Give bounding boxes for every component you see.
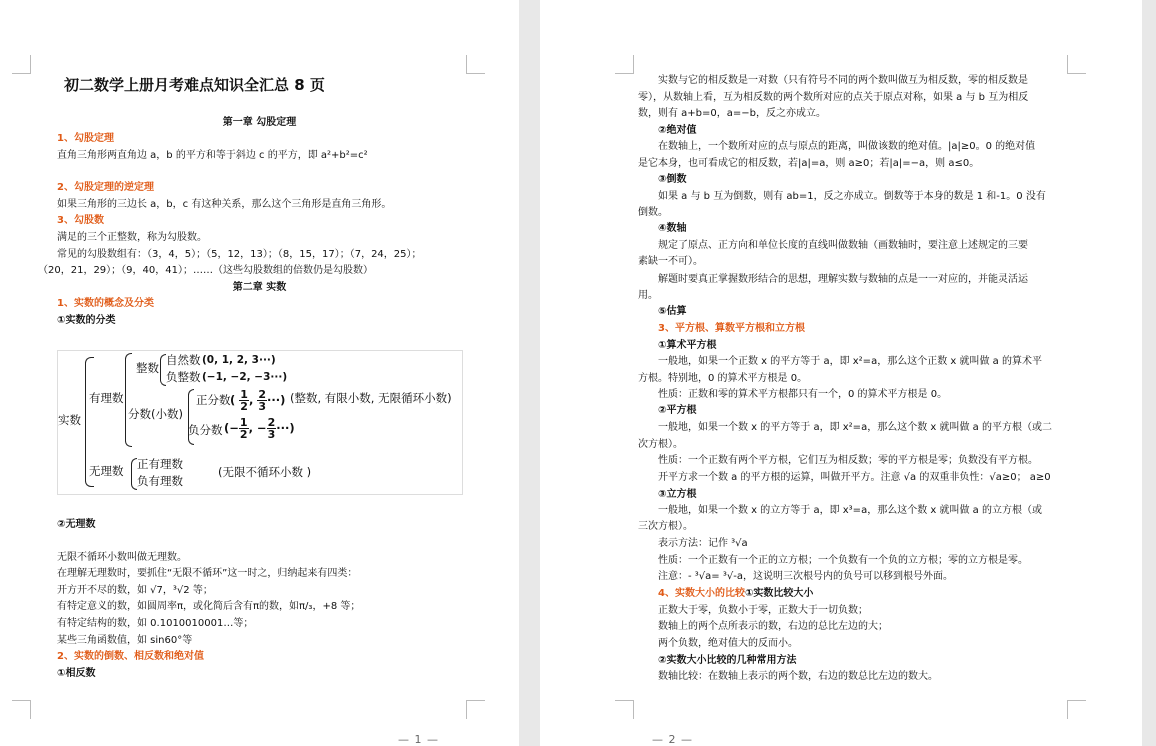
paragraph: 三次方根）。 xyxy=(638,521,693,532)
denominator: 2 xyxy=(239,428,248,441)
paragraph: 如果三角形的三边长 a，b，c 有这种关系，那么这个三角形是直角三角形。 xyxy=(57,199,392,210)
page-number: — 1 — xyxy=(398,733,439,746)
section-heading: 1、实数的概念及分类 xyxy=(57,298,154,309)
fraction-two-thirds xyxy=(267,417,277,440)
paragraph: 数轴比较：在数轴上表示的两个数，右边的数总比左边的数大。 xyxy=(658,671,938,682)
fraction-half xyxy=(239,417,249,440)
paragraph: 次方根）。 xyxy=(638,439,683,450)
chapter-heading: 第二章 实数 xyxy=(232,282,287,293)
diagram-negative-integer-label: 负整数 xyxy=(166,370,201,384)
section-heading: 3、勾股数 xyxy=(57,215,104,226)
ellipsis: ···) xyxy=(276,421,295,435)
numerator: 1 xyxy=(239,416,248,429)
paragraph: 如果 a 与 b 互为倒数，则有 ab=1，反之亦成立。倒数等于本身的数是 1 和-1。0 没有 xyxy=(658,191,1046,202)
paragraph: 是它本身，也可看成它的相反数，若|a|=a，则 a≥0；若|a|=−a，则 a≤0。 xyxy=(638,158,980,169)
paragraph: （20，21，29）；（9，40，41）；……（这些勾股数组的倍数仍是勾股数） xyxy=(38,265,373,276)
diagram-negative-fraction-label: 负分数 xyxy=(188,423,223,437)
paragraph: 一般地，如果一个数 x 的平方等于 a，即 x²=a，那么这个数 x 就叫做 a 的平方根（或二 xyxy=(658,422,1052,433)
ellipsis: ···) xyxy=(266,393,286,407)
paragraph: 性质：一个正数有两个平方根，它们互为相反数；零的平方根是零；负数没有平方根。 xyxy=(658,455,1038,466)
diagram-negative-irrational-label: 负有理数 xyxy=(137,474,183,488)
subsection-heading: ③立方根 xyxy=(658,489,697,500)
section-heading: 2、实数的倒数、相反数和绝对值 xyxy=(57,651,204,662)
crop-mark xyxy=(1067,700,1086,719)
subsection-heading: ②无理数 xyxy=(57,519,96,530)
subsection-heading: ⑤估算 xyxy=(658,306,687,317)
paragraph: 用。 xyxy=(638,290,658,301)
document-page-1 xyxy=(0,0,519,746)
diagram-integer-label: 整数 xyxy=(136,361,159,375)
diagram-irrational-label: 无理数 xyxy=(89,464,124,478)
paragraph: 在理解无理数时，要抓住“无限不循环”这一时之，归纳起来有四类： xyxy=(57,568,358,579)
fraction-half xyxy=(239,389,249,412)
crop-mark xyxy=(12,55,31,74)
diagram-irrational-note: (无限不循环小数 ) xyxy=(218,465,312,479)
subsection-heading: ③倒数 xyxy=(658,174,687,185)
paragraph: 常见的勾股数组有：（3，4，5）；（5，12，13）；（8，15，17）；（7，24，25）； xyxy=(57,249,422,260)
chapter-heading: 第一章 勾股定理 xyxy=(222,117,297,128)
paragraph: 方根。特别地，0 的算术平方根是 0。 xyxy=(638,373,808,384)
crop-mark xyxy=(615,55,634,74)
diagram-negative-fraction-examples xyxy=(224,417,295,440)
page-number: — 2 — xyxy=(652,733,693,746)
diagram-root-label: 实数 xyxy=(58,413,81,427)
diagram-negative-integer-examples: (−1, −2, −3···) xyxy=(202,371,288,383)
paragraph: 在数轴上，一个数所对应的点与原点的距离，叫做该数的绝对值。|a|≥0。0 的绝对值 xyxy=(658,141,1036,152)
crop-mark xyxy=(466,55,485,74)
diagram-positive-fraction-examples: ( $\frac{1}{2}$ , $\frac{2}{3}$ ···) xyxy=(230,388,286,413)
denominator: 3 xyxy=(267,428,276,441)
fraction-two-thirds xyxy=(257,389,267,412)
subsection-heading: ①实数比较大小 xyxy=(744,588,814,599)
crop-mark xyxy=(1067,55,1086,74)
paragraph: 满足的三个正整数，称为勾股数。 xyxy=(57,232,207,243)
subsection-heading: ②绝对值 xyxy=(658,125,697,136)
paragraph: 数轴上的两个点所表示的数，右边的总比左边的大； xyxy=(658,621,888,632)
denominator: 2 xyxy=(240,400,248,413)
section-heading: 1、勾股定理 xyxy=(57,133,114,144)
numerator: 2 xyxy=(267,416,276,429)
subsection-heading: ①实数的分类 xyxy=(57,315,116,326)
paragraph: 直角三角形两直角边 a，b 的平方和等于斜边 c 的平方，即 a²+b²=c² xyxy=(57,150,368,161)
subsection-heading: ②实数大小比较的几种常用方法 xyxy=(658,655,797,666)
diagram-fraction-label: 分数(小数) xyxy=(128,407,183,421)
crop-mark xyxy=(466,700,485,719)
paragraph: 两个负数，绝对值大的反而小。 xyxy=(658,638,798,649)
paragraph: 无限不循环小数叫做无理数。 xyxy=(57,552,187,563)
document-page-2 xyxy=(540,0,1142,746)
numerator: 1 xyxy=(240,388,248,401)
real-number-classification-diagram xyxy=(57,350,463,495)
paragraph: 规定了原点、正方向和单位长度的直线叫做数轴（画数轴时，要注意上述规定的三要 xyxy=(658,240,1028,251)
diagram-natural-examples: (0, 1, 2, 3···) xyxy=(202,354,276,366)
diagram-positive-fraction-label: 正分数 xyxy=(196,393,231,407)
section-heading: 4、实数大小的比较 xyxy=(658,588,745,599)
subsection-heading: ①相反数 xyxy=(57,668,96,679)
numerator: 2 xyxy=(258,388,266,401)
paragraph: 一般地，如果一个数 x 的立方等于 a，即 x³=a，那么这个数 x 就叫做 a 的立方根（或 xyxy=(658,505,1042,516)
paragraph: 零），从数轴上看，互为相反数的两个数所对应的点关于原点对称，如果 a 与 b 互为相反 xyxy=(638,92,1029,103)
denominator: 3 xyxy=(258,400,266,413)
brace-icon xyxy=(125,353,132,447)
subsection-heading: ④数轴 xyxy=(658,223,687,234)
paragraph: 性质：正数和零的算术平方根都只有一个，0 的算术平方根是 0。 xyxy=(658,389,948,400)
paragraph: 开平方求一个数 a 的平方根的运算，叫做开平方。注意 √a 的双重非负性：√a≥0； a≥0 xyxy=(658,472,1051,483)
paragraph: 数，则有 a+b=0，a=−b，反之亦成立。 xyxy=(638,108,827,119)
paragraph: 有特定意义的数，如圆周率π，或化简后含有π的数，如π/₃，+8 等； xyxy=(57,601,361,612)
section-heading-line xyxy=(658,587,813,601)
paragraph: 一般地，如果一个正数 x 的平方等于 a，即 x²=a，那么这个正数 x 就叫做 a 的算术平 xyxy=(658,356,1042,367)
paragraph: 解题时要真正掌握数形结合的思想，理解实数与数轴的点是一一对应的，并能灵活运 xyxy=(658,274,1028,285)
document-title: 初二数学上册月考难点知识全汇总 8 页 xyxy=(64,76,325,94)
paragraph: 表示方法：记作 ³√a xyxy=(658,538,748,549)
subsection-heading: ②平方根 xyxy=(658,405,697,416)
diagram-fraction-note: (整数, 有限小数, 无限循环小数) xyxy=(290,391,452,405)
paragraph: 倒数。 xyxy=(638,207,668,218)
paragraph: 实数与它的相反数是一对数（只有符号不同的两个数叫做互为相反数，零的相反数是 xyxy=(658,75,1028,86)
subsection-heading: ①算术平方根 xyxy=(658,340,717,351)
paragraph: 有特定结构的数，如 0.1010010001…等； xyxy=(57,618,254,629)
paren: ( xyxy=(230,393,236,407)
paragraph: 性质：一个正数有一个正的立方根；一个负数有一个负的立方根；零的立方根是零。 xyxy=(658,555,1028,566)
paragraph: 素缺一不可）。 xyxy=(638,256,703,267)
diagram-natural-label: 自然数 xyxy=(166,353,201,367)
crop-mark xyxy=(615,700,634,719)
separator: , − xyxy=(248,421,267,435)
section-heading: 3、平方根、算数平方根和立方根 xyxy=(658,323,805,334)
paragraph: 开方开不尽的数，如 √7，³√2 等； xyxy=(57,585,213,596)
diagram-positive-irrational-label: 正有理数 xyxy=(137,457,183,471)
paren: (− xyxy=(224,421,239,435)
diagram-rational-label: 有理数 xyxy=(89,391,124,405)
paragraph: 正数大于零，负数小于零，正数大于一切负数； xyxy=(658,605,868,616)
paragraph: 注意：- ³√a= ³√-a，这说明三次根号内的负号可以移到根号外面。 xyxy=(658,571,953,582)
section-heading: 2、勾股定理的逆定理 xyxy=(57,182,154,193)
paragraph: 某些三角函数值，如 sin60°等 xyxy=(57,635,193,646)
crop-mark xyxy=(12,700,31,719)
